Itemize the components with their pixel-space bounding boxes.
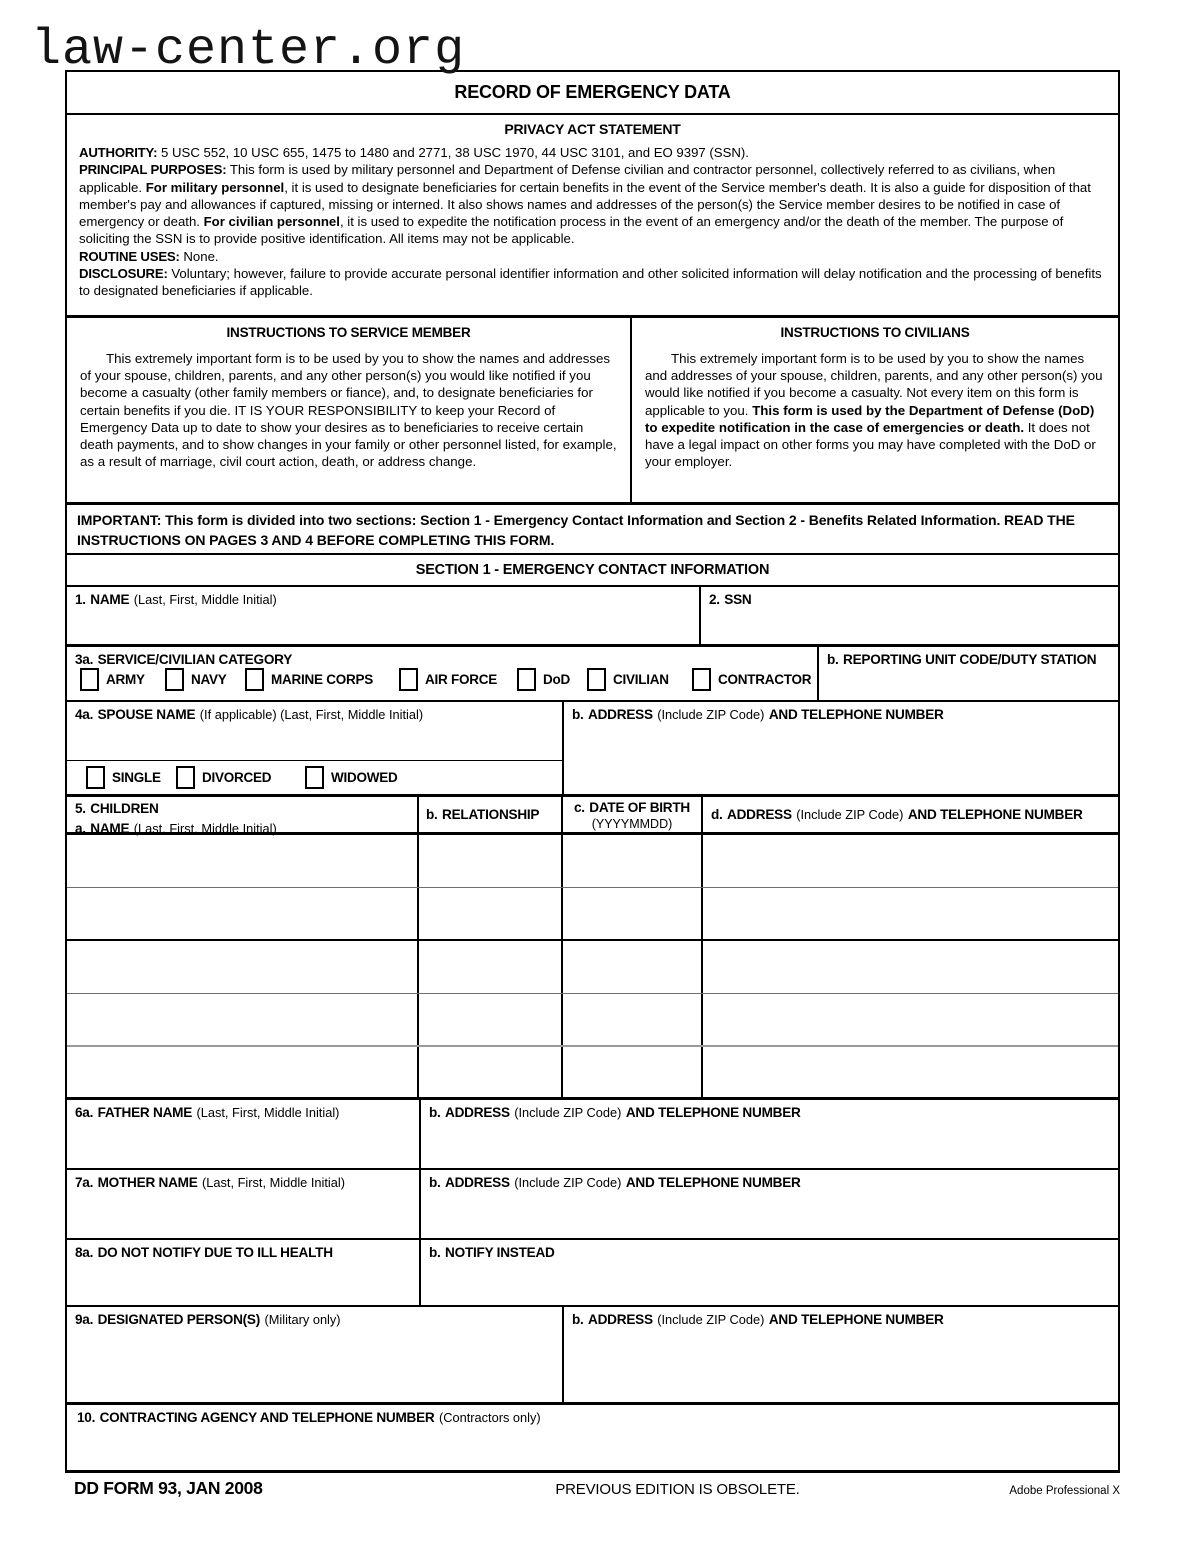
privacy-act-section bbox=[67, 115, 1118, 318]
designated-persons-input-cell[interactable]: 9a. DESIGNATED PERSON(S) (Military only) bbox=[67, 1307, 564, 1402]
child5-name-cell[interactable] bbox=[67, 1047, 419, 1097]
category-checkbox-marine-corps[interactable]: MARINE CORPS bbox=[245, 668, 373, 691]
privacy-act-title: PRIVACY ACT STATEMENT bbox=[504, 121, 681, 137]
children-name-column-header: 5. CHILDREN a. NAME (Last, First, Middle Initial) bbox=[67, 797, 419, 832]
instructions-civilians-body: This extremely important form is to be used by you to show the names and addresses of your spouse, children, parents, and any other person(s) you would like notified if you become a casualty. Not every item on this form is applicable to you. This form is used by the Department of Defense (DoD) to expedite notification in the case of emergencies or death. It does not have a legal impact on other forms you may have completed with the DoD or your employer. bbox=[645, 351, 1103, 470]
category-checkbox-civilian[interactable]: CIVILIAN bbox=[587, 668, 669, 691]
category-checkbox-contractor[interactable]: CONTRACTOR bbox=[692, 668, 811, 691]
father-address-input-cell[interactable]: b. ADDRESS (Include ZIP Code) AND TELEPHONE NUMBER bbox=[429, 1105, 801, 1120]
children-row-2 bbox=[67, 888, 1118, 941]
child3-dob-cell[interactable] bbox=[563, 941, 703, 993]
child3-name-cell[interactable] bbox=[67, 941, 419, 993]
do-not-notify-input-cell[interactable]: 8a. DO NOT NOTIFY DUE TO ILL HEALTH bbox=[67, 1240, 421, 1305]
instructions-service-member-body: This extremely important form is to be used by you to show the names and addresses of your spouse, children, parents, and any other person(s) you would like notified if you become a casualty (other family members or fiance), and, to designate beneficiaries for certain benefits if you die. IT IS YOUR RESPONSIBILITY to keep your Record of Emergency Data up to date to show your desires as to beneficiaries to receive certain death payments, and to show changes in your family or other personnel listed, for example, as a result of marriage, civil court action, death, or address change. bbox=[80, 351, 617, 470]
spouse-address-label: ADDRESS bbox=[588, 707, 653, 722]
reporting-unit-label: REPORTING UNIT CODE/DUTY STATION bbox=[843, 652, 1097, 667]
father-row bbox=[67, 1100, 1118, 1170]
do-not-notify-label: DO NOT NOTIFY DUE TO ILL HEALTH bbox=[97, 1245, 333, 1260]
children-row-1 bbox=[67, 835, 1118, 888]
children-header-row bbox=[67, 797, 1118, 835]
law-center-watermark: law-center.org bbox=[31, 22, 466, 79]
child4-name-cell[interactable] bbox=[67, 994, 419, 1045]
dod-checkbox[interactable] bbox=[517, 668, 536, 691]
children-address-column-header: d. ADDRESS (Include ZIP Code) AND TELEPHONE NUMBER bbox=[711, 806, 1083, 822]
instructions-service-member-title: INSTRUCTIONS TO SERVICE MEMBER bbox=[226, 325, 471, 340]
child3-relationship-cell[interactable] bbox=[419, 941, 563, 993]
name-ssn-row bbox=[67, 587, 1118, 647]
marital-checkbox-divorced[interactable]: DIVORCED bbox=[176, 766, 271, 789]
instructions-section bbox=[67, 318, 1118, 505]
child4-address-cell[interactable] bbox=[703, 994, 1118, 1045]
father-name-label: FATHER NAME bbox=[97, 1105, 193, 1120]
marital-status-area bbox=[67, 761, 562, 794]
children-row-4 bbox=[67, 994, 1118, 1047]
children-label: CHILDREN bbox=[90, 801, 159, 816]
privacy-disclosure: DISCLOSURE: Voluntary; however, failure to provide accurate personal identifier information and other solicited information will delay notification and the processing of benefits to designated beneficiaries if applicable. bbox=[79, 266, 1102, 299]
marine-corps-checkbox[interactable] bbox=[245, 668, 264, 691]
mother-name-label: MOTHER NAME bbox=[97, 1175, 198, 1190]
child1-dob-cell[interactable] bbox=[563, 835, 703, 887]
mother-row bbox=[67, 1170, 1118, 1240]
do-not-notify-row bbox=[67, 1240, 1118, 1307]
designated-persons-row bbox=[67, 1307, 1118, 1405]
important-note: IMPORTANT: This form is divided into two sections: Section 1 - Emergency Contact Information and Section 2 - Benefits Related Information. READ THE INSTRUCTIONS ON PAGES 3 AND 4 BEFORE COMPLETING THIS FORM. bbox=[77, 512, 1075, 548]
ssn-input-cell[interactable]: 2. SSN bbox=[709, 592, 752, 607]
air-force-checkbox[interactable] bbox=[399, 668, 418, 691]
spouse-name-input-cell[interactable]: 4a. SPOUSE NAME (If applicable) (Last, First, Middle Initial) bbox=[67, 702, 562, 761]
child1-relationship-cell[interactable] bbox=[419, 835, 563, 887]
privacy-principal-purposes: PRINCIPAL PURPOSES: This form is used by military personnel and Department of Defense civilian and contractor personnel, collectively referred to as civilians, when applicable. For military personnel, it is used to designate beneficiaries for certain benefits in the event of the Service member's death. It is also a guide for disposition of that member's pay and allowances if captured, missing or interned. It also shows names and addresses of the person(s) the Service member desires to be notified in case of emergency or death. For civilian personnel, it is used to expedite the notification process in the event of an emergency and/or the death of the member. The purpose of soliciting the SSN is to provide positive identification. All items may not be applicable. bbox=[79, 162, 1091, 247]
child1-address-cell[interactable] bbox=[703, 835, 1118, 887]
dd-form-93 bbox=[65, 70, 1120, 1473]
ssn-label: SSN bbox=[724, 592, 752, 607]
form-number: DD FORM 93, JAN 2008 bbox=[74, 1478, 263, 1498]
navy-checkbox[interactable] bbox=[165, 668, 184, 691]
category-checkbox-navy[interactable]: NAVY bbox=[165, 668, 227, 691]
marital-checkbox-single[interactable]: SINGLE bbox=[86, 766, 161, 789]
spouse-row bbox=[67, 702, 1118, 797]
designated-persons-label: DESIGNATED PERSON(S) bbox=[97, 1312, 261, 1327]
child1-name-cell[interactable] bbox=[67, 835, 419, 887]
child5-address-cell[interactable] bbox=[703, 1047, 1118, 1097]
privacy-routine-uses: ROUTINE USES: None. bbox=[79, 248, 219, 264]
child5-relationship-cell[interactable] bbox=[419, 1047, 563, 1097]
section1-heading: SECTION 1 - EMERGENCY CONTACT INFORMATION bbox=[415, 562, 770, 578]
instructions-service-member bbox=[67, 318, 632, 502]
section1-heading-row bbox=[67, 555, 1118, 587]
child2-dob-cell[interactable] bbox=[563, 888, 703, 939]
child5-dob-cell[interactable] bbox=[563, 1047, 703, 1097]
marital-checkbox-widowed[interactable]: WIDOWED bbox=[305, 766, 398, 789]
civilian-checkbox[interactable] bbox=[587, 668, 606, 691]
instructions-civilians bbox=[632, 318, 1118, 502]
children-relationship-column-header: b. RELATIONSHIP bbox=[419, 797, 563, 832]
child2-address-cell[interactable] bbox=[703, 888, 1118, 939]
children-row-3 bbox=[67, 941, 1118, 994]
category-checkbox-army[interactable]: ARMY bbox=[80, 668, 145, 691]
form-footer bbox=[65, 1478, 1120, 1499]
privacy-act-body bbox=[79, 144, 1106, 300]
child2-name-cell[interactable] bbox=[67, 888, 419, 939]
notify-instead-label: NOTIFY INSTEAD bbox=[445, 1245, 555, 1260]
single-checkbox[interactable] bbox=[86, 766, 105, 789]
contracting-agency-input-cell[interactable]: 10. CONTRACTING AGENCY AND TELEPHONE NUMBER (Contractors only) bbox=[77, 1410, 541, 1425]
category-row bbox=[67, 647, 1118, 702]
mother-name-input-cell[interactable]: 7a. MOTHER NAME (Last, First, Middle Initial) bbox=[67, 1170, 421, 1238]
reporting-unit-input-cell[interactable]: b. REPORTING UNIT CODE/DUTY STATION bbox=[827, 652, 1097, 667]
category-cell: 3a. SERVICE/CIVILIAN CATEGORY ARMY NAVY MARINE CORPS AIR FORCE DoD CIVILIAN CONTRACTOR bbox=[67, 647, 819, 700]
father-name-input-cell[interactable]: 6a. FATHER NAME (Last, First, Middle Initial) bbox=[67, 1100, 421, 1168]
category-checkbox-dod[interactable]: DoD bbox=[517, 668, 570, 691]
designated-address-input-cell[interactable]: b. ADDRESS (Include ZIP Code) AND TELEPHONE NUMBER bbox=[572, 1312, 944, 1327]
category-label: SERVICE/CIVILIAN CATEGORY bbox=[97, 652, 293, 667]
spouse-name-label: SPOUSE NAME bbox=[97, 707, 196, 722]
name-input-cell[interactable]: 1. NAME (Last, First, Middle Initial) bbox=[67, 587, 701, 644]
child4-dob-cell[interactable] bbox=[563, 994, 703, 1045]
name-label: NAME bbox=[90, 592, 130, 607]
children-dob-column-header: c. DATE OF BIRTH (YYYYMMDD) bbox=[563, 797, 703, 832]
adobe-professional-note: Adobe Professional X bbox=[1009, 1485, 1120, 1497]
important-note-section bbox=[67, 505, 1118, 555]
form-title: RECORD OF EMERGENCY DATA bbox=[454, 82, 731, 102]
category-checkbox-air-force[interactable]: AIR FORCE bbox=[399, 668, 497, 691]
contracting-agency-label: CONTRACTING AGENCY AND TELEPHONE NUMBER bbox=[99, 1410, 435, 1425]
notify-instead-input-cell[interactable]: b. NOTIFY INSTEAD bbox=[429, 1245, 555, 1260]
instructions-civilians-title: INSTRUCTIONS TO CIVILIANS bbox=[780, 325, 970, 340]
divorced-checkbox[interactable] bbox=[176, 766, 195, 789]
child2-relationship-cell[interactable] bbox=[419, 888, 563, 939]
army-checkbox[interactable] bbox=[80, 668, 99, 691]
mother-address-input-cell[interactable]: b. ADDRESS (Include ZIP Code) AND TELEPHONE NUMBER bbox=[429, 1175, 801, 1190]
child3-address-cell[interactable] bbox=[703, 941, 1118, 993]
spouse-address-input-cell[interactable]: b. ADDRESS (Include ZIP Code) AND TELEPHONE NUMBER bbox=[572, 707, 944, 722]
privacy-authority: AUTHORITY: 5 USC 552, 10 USC 655, 1475 to 1480 and 2771, 38 USC 1970, 44 USC 3101, and EO 9397 (SSN). bbox=[79, 145, 749, 160]
spouse-cell bbox=[67, 702, 564, 794]
widowed-checkbox[interactable] bbox=[305, 766, 324, 789]
children-row-5 bbox=[67, 1047, 1118, 1100]
previous-edition-note: PREVIOUS EDITION IS OBSOLETE. bbox=[555, 1481, 800, 1498]
child4-relationship-cell[interactable] bbox=[419, 994, 563, 1045]
contractor-checkbox[interactable] bbox=[692, 668, 711, 691]
